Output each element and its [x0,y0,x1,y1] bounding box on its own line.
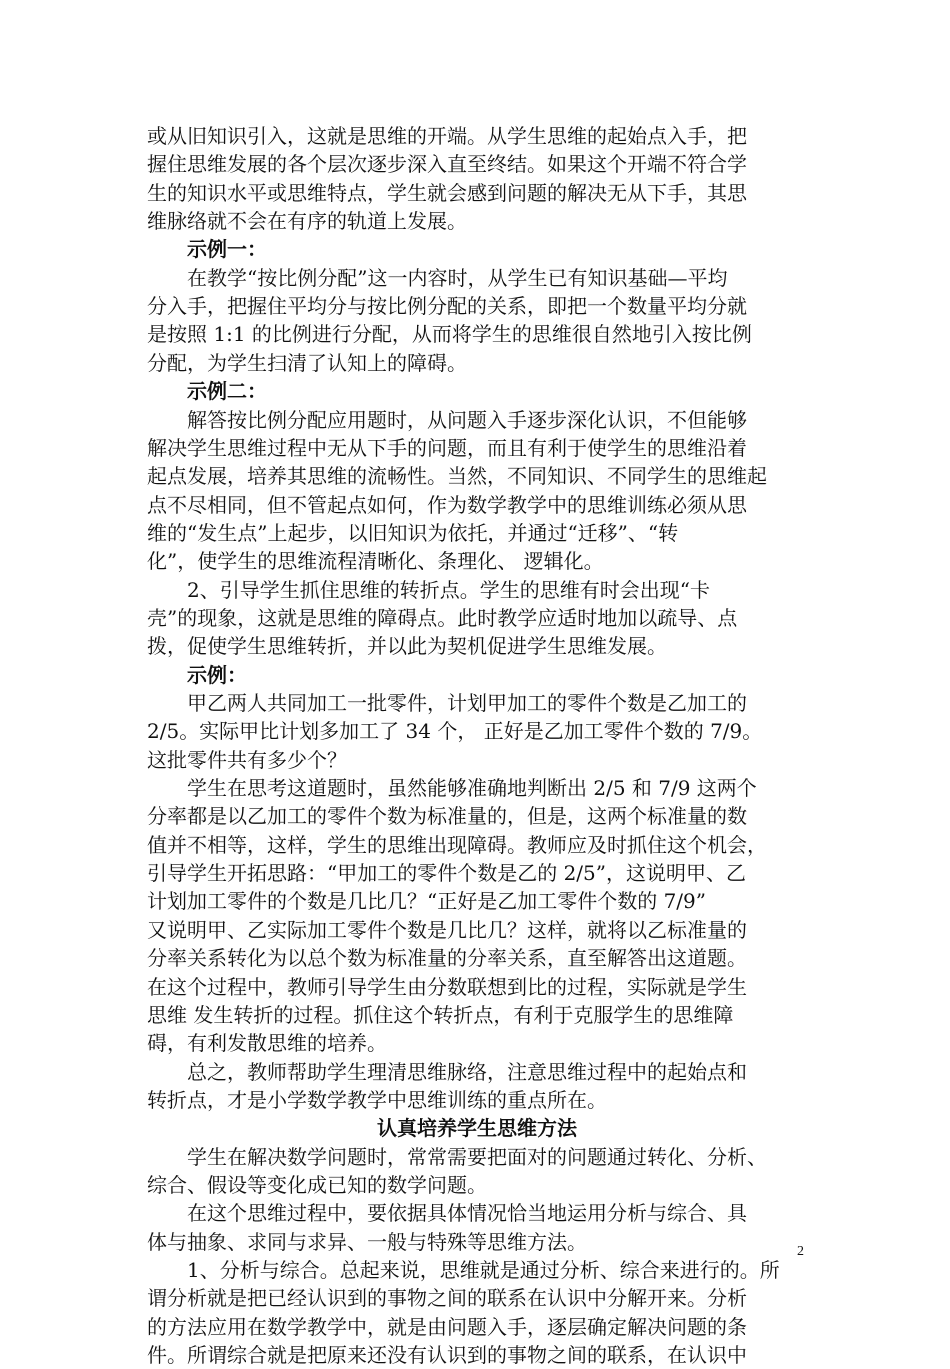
text-line: 又说明甲、乙实际加工零件个数是几比几？这样，就将以乙标准量的 [147,917,747,942]
text-line: 分配，为学生扫清了认知上的障碍。 [147,350,467,375]
example-heading: 示例： [187,662,247,687]
text-line: 思维 发生转折的过程。抓住这个转折点，有利于克服学生的思维障 [147,1002,734,1027]
text-line: 学生在思考这道题时，虽然能够准确地判断出 2/5 和 7/9 这两个 [187,776,757,801]
text-line: 生的知识水平或思维特点，学生就会感到问题的解决无从下手，其思 [147,180,747,205]
text-line: 起点发展，培养其思维的流畅性。当然，不同知识、不同学生的思维起 [147,464,767,489]
text-line: 在这个思维过程中，要依据具体情况恰当地运用分析与综合、具 [187,1201,747,1226]
text-line: 是按照 1:1 的比例进行分配，从而将学生的思维很自然地引入按比例 [147,322,752,347]
page-number: 2 [797,1244,804,1259]
example-heading: 示例二： [187,379,267,404]
section-heading: 认真培养学生思维方法 [377,1116,577,1141]
text-line: 在教学“按比例分配”这一内容时，从学生已有知识基础—平均 [187,265,728,290]
text-line: 拨，促使学生思维转折，并以此为契机促进学生思维发展。 [147,634,667,659]
text-line: 引导学生开拓思路：“甲加工的零件个数是乙的 2/5”，这说明甲、乙 [147,861,746,886]
text-line: 件。所谓综合就是把原来还没有认识到的事物之间的联系，在认识中 [147,1343,747,1368]
text-line: 1、分析与综合。总起来说，思维就是通过分析、综合来进行的。所 [187,1258,780,1282]
text-line: 这批零件共有多少个？ [147,747,347,772]
text-line: 握住思维发展的各个层次逐步深入直至终结。如果这个开端不符合学 [147,152,747,177]
text-line: 化”，使学生的思维流程清晰化、条理化、 逻辑化。 [147,549,604,574]
text-line: 壳”的现象，这就是思维的障碍点。此时教学应适时地加以疏导、点 [147,605,738,630]
text-line: 总之，教师帮助学生理清思维脉络，注意思维过程中的起始点和 [187,1059,747,1084]
text-line: 维的“发生点”上起步，以旧知识为依托，并通过“迁移”、“转 [147,520,679,545]
text-line: 或从旧知识引入，这就是思维的开端。从学生思维的起始点入手，把 [147,124,747,148]
text-line: 分入手，把握住平均分与按比例分配的关系，即把一个数量平均分就 [147,294,747,319]
text-line: 碍，有利发散思维的培养。 [147,1031,387,1056]
text-line: 解决学生思维过程中无从下手的问题，而且有利于使学生的思维沿着 [147,435,747,460]
text-line: 2/5。实际甲比计划多加工了 34 个， 正好是乙加工零件个数的 7/9。 [147,719,763,744]
text-line: 分率都是以乙加工的零件个数为标准量的，但是，这两个标准量的数 [147,804,747,829]
text-line: 值并不相等，这样，学生的思维出现障碍。教师应及时抓住这个机会， [147,832,767,857]
text-line: 谓分析就是把已经认识到的事物之间的联系在认识中分解开来。分析 [147,1286,747,1311]
text-line: 维脉络就不会在有序的轨道上发展。 [147,209,467,234]
text-line: 解答按比例分配应用题时，从问题入手逐步深化认识，不但能够 [187,407,747,432]
text-line: 点不尽相同，但不管起点如何，作为数学教学中的思维训练必须从思 [147,492,747,517]
text-line: 学生在解决数学问题时，常常需要把面对的问题通过转化、分析、 [187,1144,767,1169]
text-line: 体与抽象、求同与求异、一般与特殊等思维方法。 [147,1229,587,1254]
text-line: 的方法应用在数学教学中，就是由问题入手，逐层确定解决问题的条 [147,1314,747,1339]
example-heading: 示例一： [187,237,267,262]
text-line: 计划加工零件的个数是几比几？“正好是乙加工零件个数的 7/9” [147,889,706,914]
text-line: 分率关系转化为以总个数为标准量的分率关系，直至解答出这道题。 [147,946,747,971]
text-line: 在这个过程中，教师引导学生由分数联想到比的过程，实际就是学生 [147,974,747,999]
text-line: 2、引导学生抓住思维的转折点。学生的思维有时会出现“卡 [187,577,710,602]
text-line: 综合、假设等变化成已知的数学问题。 [147,1172,487,1197]
text-line: 甲乙两人共同加工一批零件，计划甲加工的零件个数是乙加工的 [187,691,747,715]
text-line: 转折点，才是小学数学教学中思维训练的重点所在。 [147,1087,607,1112]
